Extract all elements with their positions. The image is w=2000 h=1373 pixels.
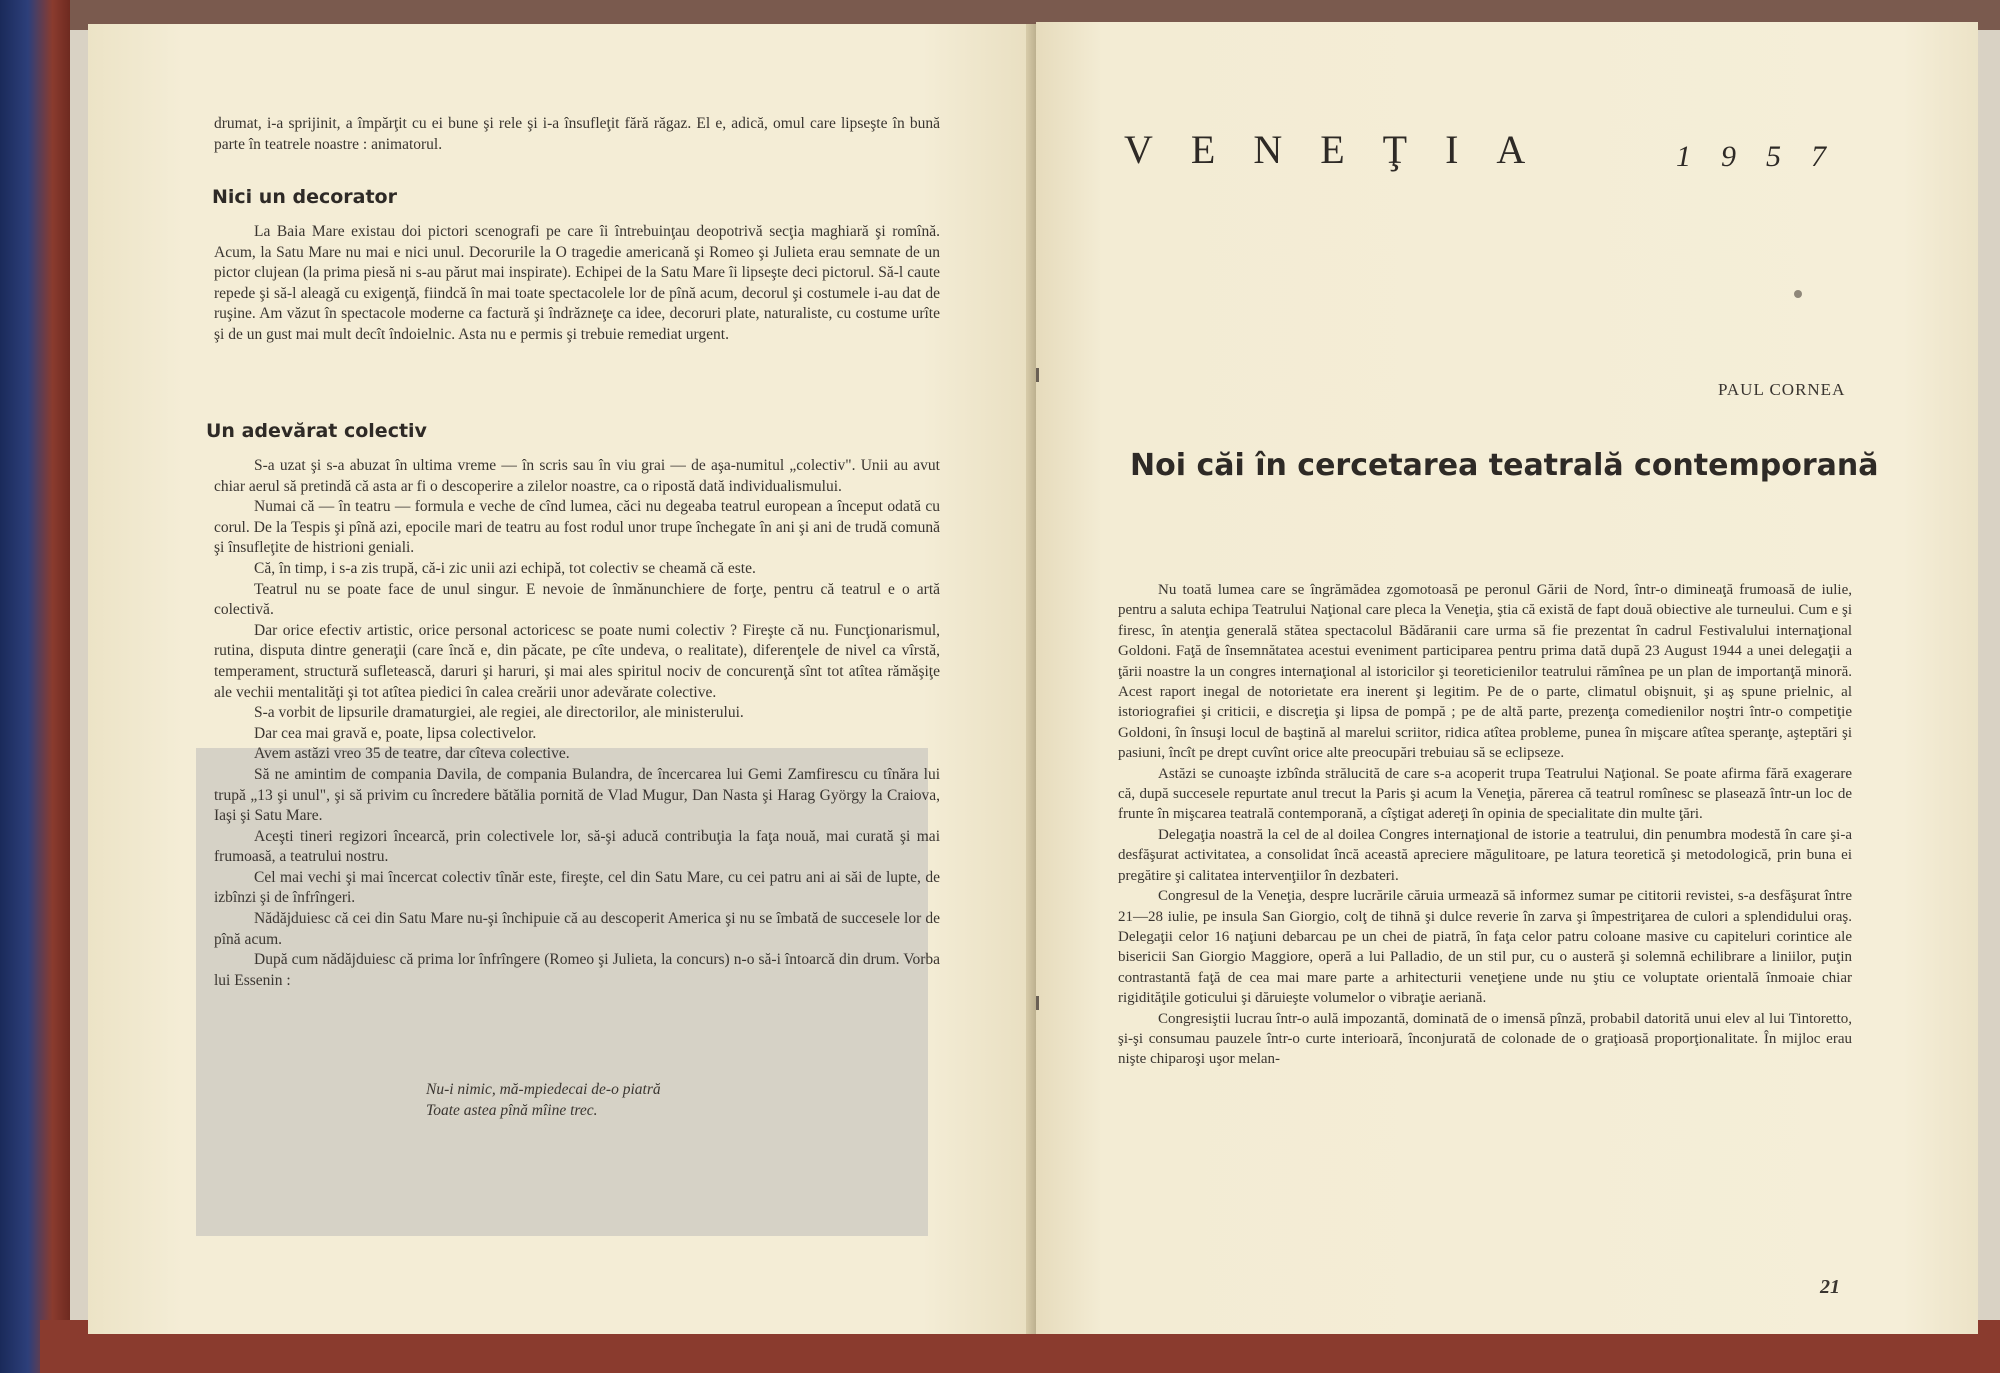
paragraph: Dar orice efectiv artistic, orice personal actoricesc se poate numi colectiv ? Fireşte că nu. Funcţionarismul, rutina, disputa dintre generaţii (care încă e, din păcate, pe cîte undeva, o realitate), diferenţele de nivel ca vîrstă, temperament, structură sufletească, daruri şi haruri, şi mai ales spiritul nociv de concurenţă sînt tot atîtea rămăşiţe ale vechii mentalităţi şi tot atîtea piedici în calea creării unor adevărate colective.: [214, 621, 940, 701]
section-colectiv-body: [214, 456, 940, 991]
paragraph: S-a uzat şi s-a abuzat în ultima vreme — în scris sau în viu grai — de aşa-numitul „colectiv". Unii au avut chiar aerul să pretindă că asta ar fi o descoperire a zilelor noastre, ca o ripostă dată individualismului.: [214, 457, 940, 495]
section-heading-colectiv: Un adevărat colectiv: [206, 420, 427, 442]
paragraph: Avem astăzi vreo 35 de teatre, dar cîteva colective.: [254, 745, 570, 763]
poem-line: Nu-i nimic, mă-mpiedecai de-o piatră: [426, 1081, 661, 1098]
poem-quote: [426, 1080, 661, 1121]
paragraph: Aceşti tineri regizori încearcă, prin colectivele lor, să-şi aducă contribuţia la faţa nouă, mai curată şi mai frumoasă, a teatrului nostru.: [214, 827, 940, 866]
paragraph: S-a vorbit de lipsurile dramaturgiei, ale regiei, ale directorilor, ale ministerului.: [254, 704, 744, 722]
paragraph: Cel mai vechi şi mai încercat colectiv tînăr este, fireşte, cel din Satu Mare, cu cei patru ani ai săi de lupte, de izbînzi şi de înfrîngeri.: [214, 868, 940, 907]
paragraph: Să ne amintim de compania Davila, de compania Bulandra, de încercarea lui Gemi Zamfirescu cu tînăra lui trupă „13 şi unul", şi să privim cu încredere bătălia pornită de Vlad Mugur, Dan Nasta şi Harag György la Craiova, Iaşi şi Satu Mare.: [214, 765, 940, 825]
paragraph: La Baia Mare existau doi pictori scenografi pe care îi întrebuinţau deopotrivă secţia maghiară şi romînă. Acum, la Satu Mare nu mai e nici unul. Decorurile la O tragedie americană şi Romeo şi Julieta erau semnate de un pictor clujean (la prima piesă ni s-au părut mai inspirate). Echipei de la Satu Mare îi lipseşte deci pictorul. Să-l caute repede şi să-l aleagă cu exigenţă, fiindcă în mai toate spectacolele lor de pînă acum, decorul şi costumele i-au dat de ruşine. Am văzut în spectacole moderne ca factură şi îndrăzneţe ca idee, decoruri plate, naturaliste, cu costume urîte şi de un gust mai mult decît îndoielnic. Asta nu e permis şi trebuie remediat urgent.: [214, 223, 940, 343]
page-number: 21: [1820, 1276, 1840, 1298]
paragraph: Dar cea mai gravă e, poate, lipsa colectivelor.: [254, 724, 537, 742]
paragraph: Delegaţia noastră la cel de al doilea Congres internaţional de istorie a teatrului, din penumbra modestă în care şi-a desfăşurat activitatea, a consolidat încă această apreciere măgulitoare, pe latura teoretică şi metodologică, prin buna ei pregătire şi calitatea intervenţiilor în dezbateri.: [1118, 826, 1852, 884]
left-intro-paragraph: drumat, i-a sprijinit, a împărţit cu ei bune şi rele şi i-a însufleţit fără răgaz. El e, adică, omul care lipseşte în bună parte în teatrele noastre : animatorul.: [214, 115, 940, 153]
section-decorator-body: [214, 222, 940, 346]
paragraph: Teatrul nu se poate face de unul singur. E nevoie de înmănunchiere de forţe, pentru că teatrul e o artă colectivă.: [214, 580, 940, 619]
binding-mark: [1036, 368, 1039, 382]
running-year: 1957: [1676, 140, 1856, 173]
paragraph: Nu toată lumea care se îngrămădea zgomotoasă pe peronul Gării de Nord, într-o dimineaţă frumoasă de iulie, pentru a saluta echipa Teatrului Naţional care pleca la Veneţia, ştia că există de fapt două obiective ale turneului. Cum e şi firesc, în atenţia generală stătea spectacolul Bădăranii care urma să fie prezentat în cadrul Festivalului internaţional Goldoni. Faţă de însemnătatea acestui eveniment participarea pentru prima dată după 23 August 1944 a unei delegaţii a ţării noastre la un congres internaţional al istoricilor şi teoreticienilor teatrului rămînea pe un plan de importanţă minoră. Acest raport inegal de notorietate era inerent şi legitim. Pe de o parte, climatul obişnuit, şi aş spune prielnic, al istoriografiei şi criticii, e discreţia şi lipsa de pompă ; pe de altă parte, prezenţa comedienilor noştri într-o competiţie Goldoni, în însuşi locul de baştină al marelui scriitor, ridica atîtea probleme, punea în mişcare atîtea speranţe, aşteptări şi pasiuni, încît pe drept cuvînt orice alte preocupări trebuiau să se eclipseze.: [1118, 582, 1852, 762]
paragraph: După cum nădăjduiesc că prima lor înfrîngere (Romeo şi Julieta, la concurs) n-o să-i întoarcă din drum. Vorba lui Essenin :: [214, 951, 940, 989]
left-intro: [214, 114, 940, 155]
paragraph: Congresul de la Veneţia, despre lucrările căruia urmează să informez sumar pe cititorii revistei, s-a desfăşurat între 21—28 iulie, pe insula San Giorgio, colţ de tihnă şi dulce reverie în zarva şi împestriţarea de culori a splendidului oraş. Delegaţii celor 16 naţiuni debarcau pe un chei de piatră, în faţa celor patru coloane masive cu capiteluri corintice ale bisericii San Giorgio Maggiore, operă a lui Palladio, de un stil pur, cu o austeră şi solemnă echilibrare a liniilor, puţin contrastantă faţă de cea mai mare parte a arhitecturii veneţiene unde nu ştiu ce voluptate orientală înmoaie chiar rigidităţile goticului şi dăruieşte volumelor o vibraţie aeriană.: [1118, 888, 1852, 1007]
section-heading-decorator: Nici un decorator: [212, 186, 397, 208]
paragraph: Congresiştii lucrau într-o aulă impozantă, dominată de o imensă pînză, probabil datorită unui elev al lui Tintoretto, şi-şi consumau pauzele într-o curte interioară, înconjurată de colonade de o graţioasă proporţionalitate. În mijloc erau nişte chiparoşi uşor melan-: [1118, 1010, 1852, 1068]
running-title: VENEŢIA: [1124, 127, 1564, 172]
book-cover-spine: [0, 0, 70, 1373]
paragraph: Nădăjduiesc că cei din Satu Mare nu-şi închipuie că au descoperit America şi nu se îmbată de succesele lor de pînă acum.: [214, 910, 940, 948]
decorative-dot: [1794, 290, 1802, 298]
article-body: [1118, 580, 1852, 1070]
paragraph: Astăzi se cunoaşte izbînda strălucită de care s-a acoperit trupa Teatrului Naţional. Se poate afirma fără exagerare că, după succesele repurtate anul trecut la Paris şi acum la Veneţia, părerea că teatrul romînesc se plasează într-un loc de frunte în mişcarea teatrală contemporană, a cîştigat adereţi în opinia de specialitate din multe ţări.: [1118, 765, 1852, 823]
poem-line: Toate astea pînă mîine trec.: [426, 1101, 598, 1119]
binding-mark: [1036, 996, 1039, 1010]
article-author: PAUL CORNEA: [1718, 380, 1846, 399]
article-title: Noi căi în cercetarea teatrală contemporană: [1130, 448, 1879, 483]
paragraph: Numai că — în teatru — formula e veche de cînd lumea, căci nu degeaba teatrul european a început odată cu corul. De la Tespis şi pînă azi, epocile mari de teatru au fost rodul unor trupe închegate în ani şi ani de trudă comună şi însufleţite de histrioni geniali.: [214, 498, 940, 557]
paragraph: Că, în timp, i s-a zis trupă, că-i zic unii azi echipă, tot colectiv se cheamă că este.: [254, 559, 756, 577]
